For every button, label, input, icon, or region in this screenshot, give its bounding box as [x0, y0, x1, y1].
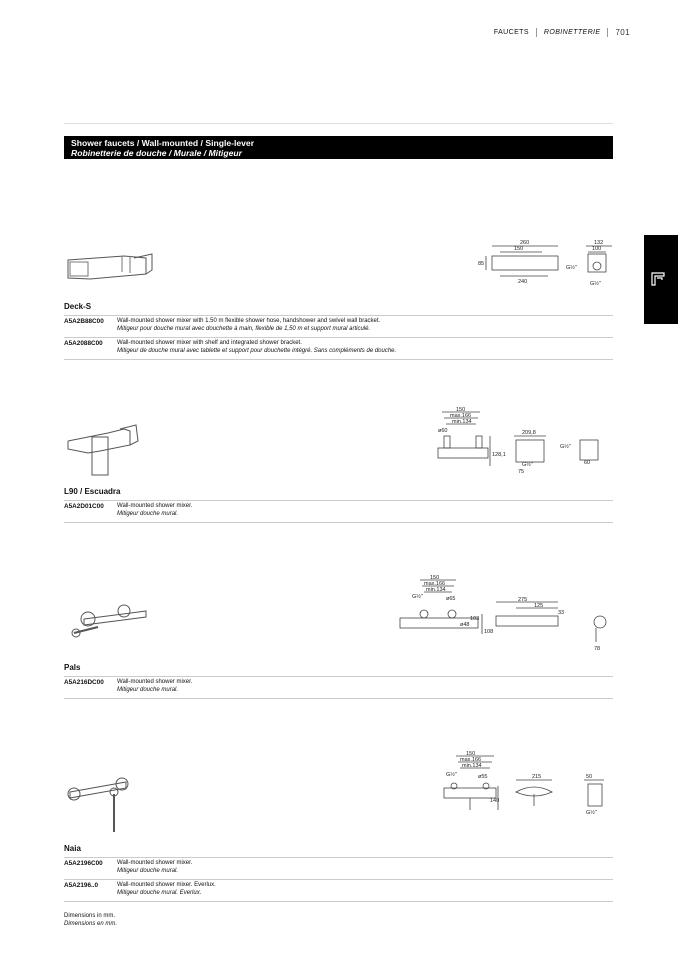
dim-label: 50: [586, 774, 593, 780]
dim-label: min.134: [452, 419, 472, 425]
table-row: [64, 858, 613, 880]
footnote-fr: Dimensions en mm.: [64, 921, 118, 927]
description-fr: Mitigeur pour douche mural avec douchette à main, flexible de 1,50 m et support mural articulé.: [117, 325, 371, 332]
product-code: A5A216DC00: [64, 679, 104, 686]
dim-label: G½": [560, 444, 571, 450]
dim-label: 209,8: [522, 430, 536, 436]
side-tab: [644, 235, 678, 324]
l90-dimension-drawing: [420, 406, 620, 476]
section-title-fr: Robinetterie de douche / Murale / Mitigeur: [71, 148, 242, 158]
product-name: Pals: [64, 663, 81, 672]
dim-label: 260: [520, 240, 530, 246]
table-row: [64, 677, 613, 699]
product-code: A5A2B88C00: [64, 318, 104, 325]
header-divider: [536, 28, 537, 37]
naia-dimension-drawing: [440, 750, 620, 830]
table-row: [64, 880, 613, 902]
product-name: L90 / Escuadra: [64, 487, 121, 496]
description-fr: Mitigeur douche mural.: [117, 510, 179, 517]
product-name: Deck-S: [64, 302, 92, 311]
product-code: A5A2196C00: [64, 860, 103, 867]
dim-label: G½": [586, 810, 597, 816]
dim-label: 140: [490, 798, 500, 804]
dim-label: 150: [456, 407, 466, 413]
dim-label: 100: [592, 246, 602, 252]
deck-s-dimension-drawing: [478, 238, 618, 288]
dim-label: 132: [594, 240, 604, 246]
pals-product-image: [64, 603, 154, 648]
dim-label: max.166: [424, 581, 446, 587]
naia-product-image: [64, 776, 144, 836]
description-en: Wall-mounted shower mixer. Everlux.: [117, 882, 216, 888]
dim-label: ø65: [446, 596, 456, 602]
dim-label: 150: [466, 751, 476, 757]
section-title-en: Shower faucets / Wall-mounted / Single-lever: [71, 138, 255, 148]
product-table: [64, 500, 613, 523]
dim-label: 128,1: [492, 452, 506, 458]
dim-label: max.166: [460, 757, 482, 763]
description-en: Wall-mounted shower mixer.: [117, 860, 193, 866]
dim-label: 125: [534, 603, 544, 609]
product-table: [64, 857, 613, 902]
description-fr: Mitigeur de douche mural avec tablette et support pour douchette intégré. Sans compléments de douche.: [117, 347, 397, 354]
pals-dimension-drawing: [396, 574, 616, 654]
product-table: [64, 676, 613, 699]
dim-label: 103: [470, 616, 480, 622]
dim-label: 75: [518, 469, 525, 475]
header-category: FAUCETS: [493, 29, 529, 36]
dim-label: 150: [430, 575, 440, 581]
faucet-category-icon: [651, 272, 665, 286]
product-code: A5A2D01C00: [64, 503, 104, 510]
dim-label: ø48: [460, 622, 470, 628]
l90-product-image: [64, 423, 144, 478]
dim-label: G½": [522, 462, 533, 468]
dim-label: G½": [566, 265, 577, 271]
description-fr: Mitigeur douche mural.: [117, 686, 179, 693]
dim-label: 33: [558, 610, 565, 616]
table-row: [64, 501, 613, 523]
dim-label: G½": [446, 772, 457, 778]
product-code: A5A2088C00: [64, 340, 103, 347]
product-code: A5A2196..0: [64, 882, 99, 889]
dim-label: min.134: [462, 763, 482, 769]
dim-label: 150: [514, 246, 524, 252]
dim-label: 240: [518, 279, 528, 285]
footnote: [64, 912, 117, 928]
page-number: 701: [615, 28, 630, 37]
table-row: [64, 316, 613, 338]
dim-label: 78: [594, 646, 601, 652]
section-title-bar: [64, 136, 613, 159]
dim-label: 275: [518, 597, 528, 603]
dim-label: max.166: [450, 413, 472, 419]
header-divider: [607, 28, 608, 37]
footnote-en: Dimensions in mm.: [64, 913, 116, 919]
description-fr: Mitigeur douche mural.: [117, 867, 179, 874]
description-en: Wall-mounted shower mixer.: [117, 503, 193, 509]
deck-s-product-image: [64, 248, 154, 288]
dim-label: 60: [584, 460, 591, 466]
product-name: Naia: [64, 844, 81, 853]
product-table: [64, 315, 613, 360]
dim-label: 108: [484, 629, 494, 635]
header-category-fr: ROBINETTERIE: [543, 29, 601, 36]
dim-label: 215: [532, 774, 542, 780]
dim-label: ø60: [438, 428, 448, 434]
dim-label: G½": [412, 594, 423, 600]
dim-label: G½": [590, 281, 601, 287]
top-rule: [64, 123, 613, 124]
dim-label: ø55: [478, 774, 488, 780]
description-en: Wall-mounted shower mixer with shelf and integrated shower bracket.: [117, 340, 302, 346]
page-header: [494, 28, 630, 37]
description-fr: Mitigeur douche mural. Everlux.: [117, 889, 202, 896]
description-en: Wall-mounted shower mixer.: [117, 679, 193, 685]
table-row: [64, 338, 613, 360]
description-en: Wall-mounted shower mixer with 1.50 m flexible shower hose, handshower and swivel wall bracket.: [117, 318, 381, 324]
dim-label: 85: [478, 261, 485, 267]
dim-label: min.134: [426, 587, 446, 593]
